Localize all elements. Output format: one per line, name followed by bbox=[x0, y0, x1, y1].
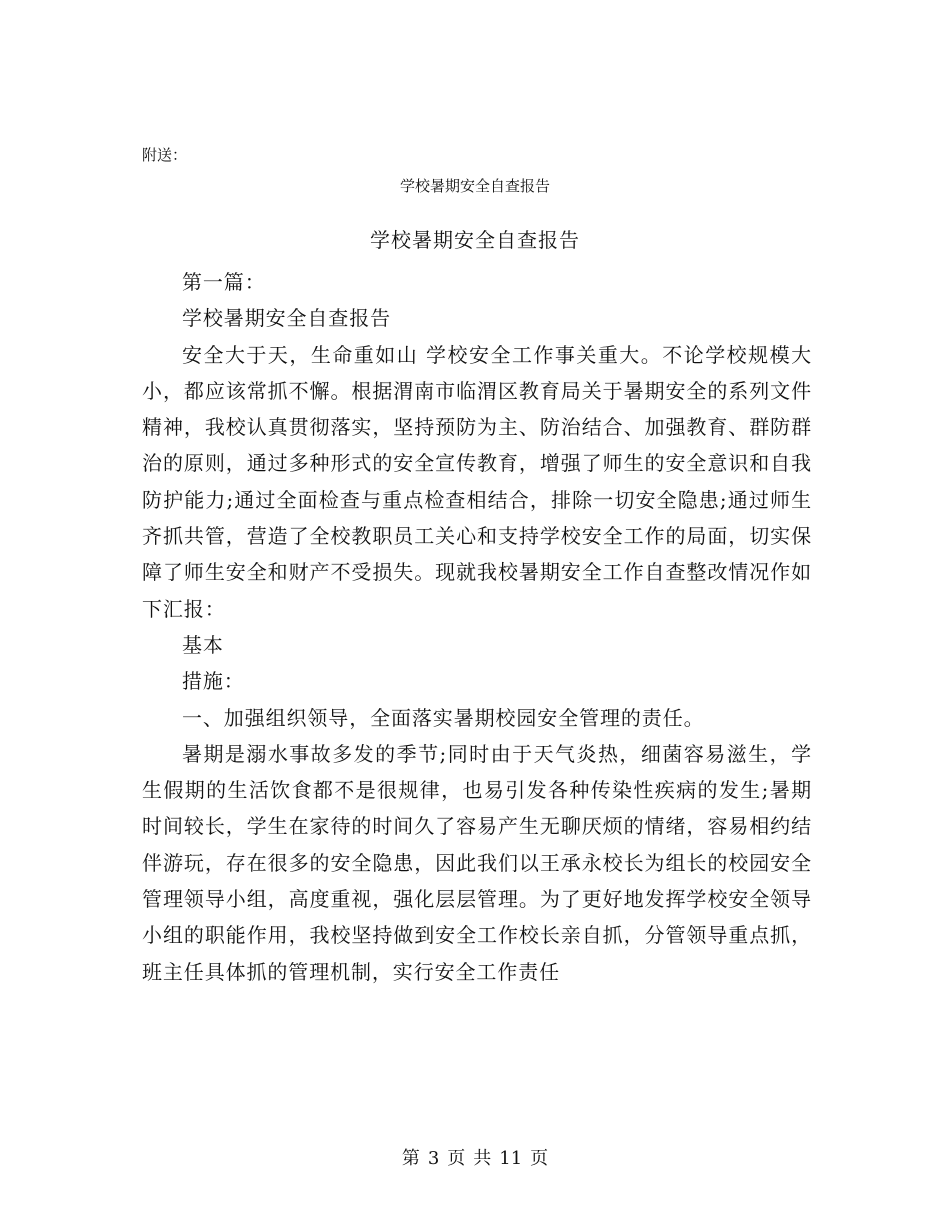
paragraph-basic: 基本 bbox=[182, 632, 224, 657]
footer-page-mid: 页 bbox=[447, 1148, 466, 1169]
paragraph-section-title: 学校暑期安全自查报告 bbox=[182, 306, 391, 331]
paragraph-introduction: 安全大于天，生命重如山 学校安全工作事关重大。不论学校规模大小，都应该常抓不懈。根据渭南市临渭区教育局关于暑期安全的系列文件精神，我校认真贯彻落实，坚持预防为主、防治结合、加强教育、群防群治的原则，通过多种形式的安全宣传教育，增强了师生的安全意识和自我防护能力;通过全面检查与重点检查相结合，排除一切安全隐患;通过师生齐抓共管，营造了全校教职员工关心和支持学校安全工作的局面，切实保障了师生安全和财产不受损失。现就我校暑期安全工作自查整改情况作如下汇报： bbox=[142, 342, 812, 621]
paragraph-summer-safety: 暑期是溺水事故多发的季节;同时由于天气炎热，细菌容易滋生，学生假期的生活饮食都不是很规律，也易引发各种传染性疾病的发生;暑期时间较长，学生在家待的时间久了容易产生无聊厌烦的情绪，容易相约结伴游玩，存在很多的安全隐患，因此我们以王承永校长为组长的校园安全管理领导小组，高度重视，强化层层管理。为了更好地发挥学校安全领导小组的职能作用，我校坚持做到安全工作校长亲自抓，分管领导重点抓，班主任具体抓的管理机制，实行安全工作责任 bbox=[142, 741, 812, 984]
attachment-label: 附送： bbox=[142, 146, 188, 164]
page-footer bbox=[0, 1147, 950, 1171]
footer-page-suffix: 页 bbox=[530, 1148, 549, 1169]
document-body bbox=[142, 264, 812, 990]
paragraph-heading-one: 一、加强组织领导，全面落实暑期校园安全管理的责任。 bbox=[182, 705, 705, 730]
footer-page-prefix: 第 bbox=[401, 1148, 420, 1169]
footer-current-page: 3 bbox=[427, 1148, 440, 1169]
footer-total-pages: 11 bbox=[499, 1148, 523, 1169]
document-subtitle: 学校暑期安全自查报告 bbox=[399, 177, 550, 195]
footer-total-prefix: 共 bbox=[473, 1148, 492, 1169]
paragraph-part-heading: 第一篇： bbox=[182, 270, 266, 294]
document-title: 学校暑期安全自查报告 bbox=[370, 228, 580, 252]
paragraph-measures: 措施： bbox=[182, 669, 245, 694]
